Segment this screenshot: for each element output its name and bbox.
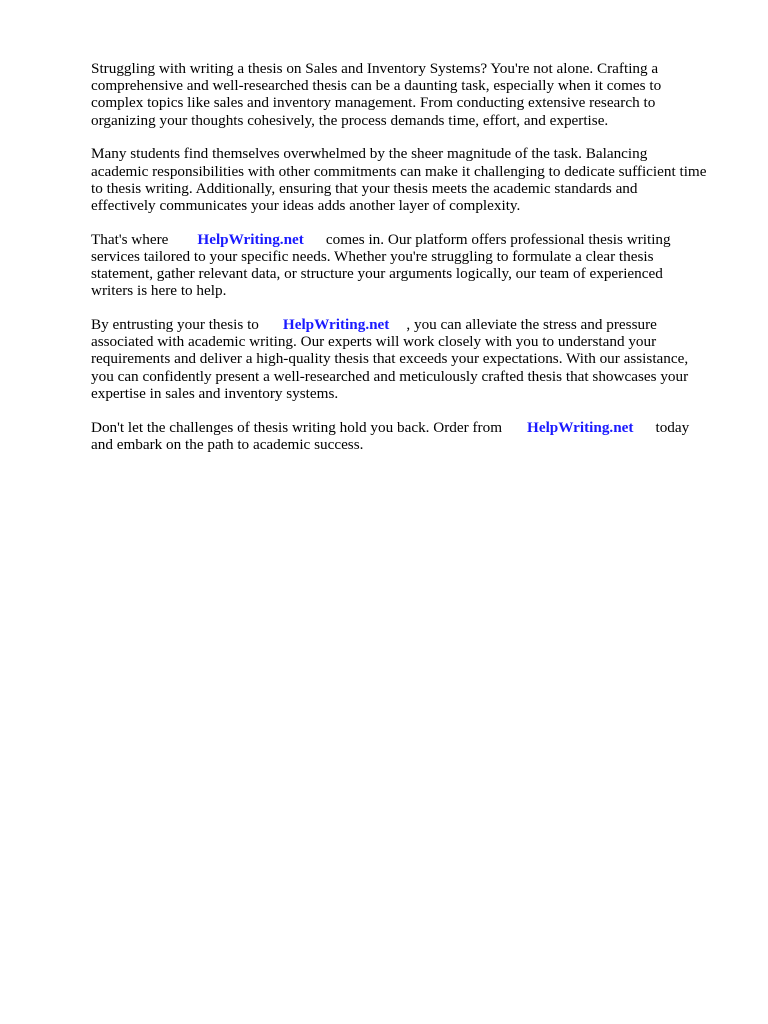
text-segment: today xyxy=(655,418,690,436)
helpwriting-link[interactable]: HelpWriting.net xyxy=(527,418,634,436)
text-line xyxy=(91,316,731,333)
text-line: statement, gather relevant data, or structure your arguments logically, our team of experienced xyxy=(91,265,663,283)
text-line: effectively communicates your ideas adds another layer of complexity. xyxy=(91,196,521,214)
text-line: and embark on the path to academic success. xyxy=(91,435,364,453)
text-line: Struggling with writing a thesis on Sales and Inventory Systems? You're not alone. Crafting a xyxy=(91,60,659,77)
text-line: academic responsibilities with other commitments can make it challenging to dedicate sufficient time xyxy=(91,162,707,180)
paragraph-challenges xyxy=(91,145,731,214)
text-line xyxy=(91,231,731,248)
text-line: you can confidently present a well-researched and meticulously crafted thesis that showcases your xyxy=(91,367,689,385)
text-line xyxy=(91,419,731,436)
text-line: expertise in sales and inventory systems. xyxy=(91,384,339,402)
paragraph-intro xyxy=(91,60,731,129)
helpwriting-link[interactable]: HelpWriting.net xyxy=(197,230,304,248)
paragraph-call-to-action xyxy=(91,419,731,453)
text-line: Many students find themselves overwhelmed by the sheer magnitude of the task. Balancing xyxy=(91,145,648,163)
text-line: writers is here to help. xyxy=(91,282,227,300)
text-line: comprehensive and well-researched thesis can be a daunting task, especially when it comes to xyxy=(91,77,662,95)
text-line: to thesis writing. Additionally, ensuring that your thesis meets the academic standards and xyxy=(91,179,638,197)
text-segment: Don't let the challenges of thesis writing hold you back. Order from xyxy=(91,418,503,436)
text-line: organizing your thoughts cohesively, the process demands time, effort, and expertise. xyxy=(91,111,609,129)
text-line: associated with academic writing. Our experts will work closely with you to understand your xyxy=(91,333,657,351)
helpwriting-link[interactable]: HelpWriting.net xyxy=(282,316,390,334)
text-segment: comes in. Our platform offers professional thesis writing xyxy=(325,230,671,248)
text-segment: , you can alleviate the stress and pressure xyxy=(406,316,657,334)
text-line: requirements and deliver a high-quality thesis that exceeds your expectations. With our assistance, xyxy=(91,350,689,368)
text-segment: By entrusting your thesis to xyxy=(91,316,259,334)
text-line: complex topics like sales and inventory management. From conducting extensive research to xyxy=(91,94,656,112)
paragraph-entrusting xyxy=(91,316,731,402)
text-segment: That's where xyxy=(91,230,169,248)
text-line: services tailored to your specific needs. Whether you're struggling to formulate a clear thesis xyxy=(91,247,654,265)
document-page xyxy=(91,60,731,470)
paragraph-platform xyxy=(91,231,731,300)
